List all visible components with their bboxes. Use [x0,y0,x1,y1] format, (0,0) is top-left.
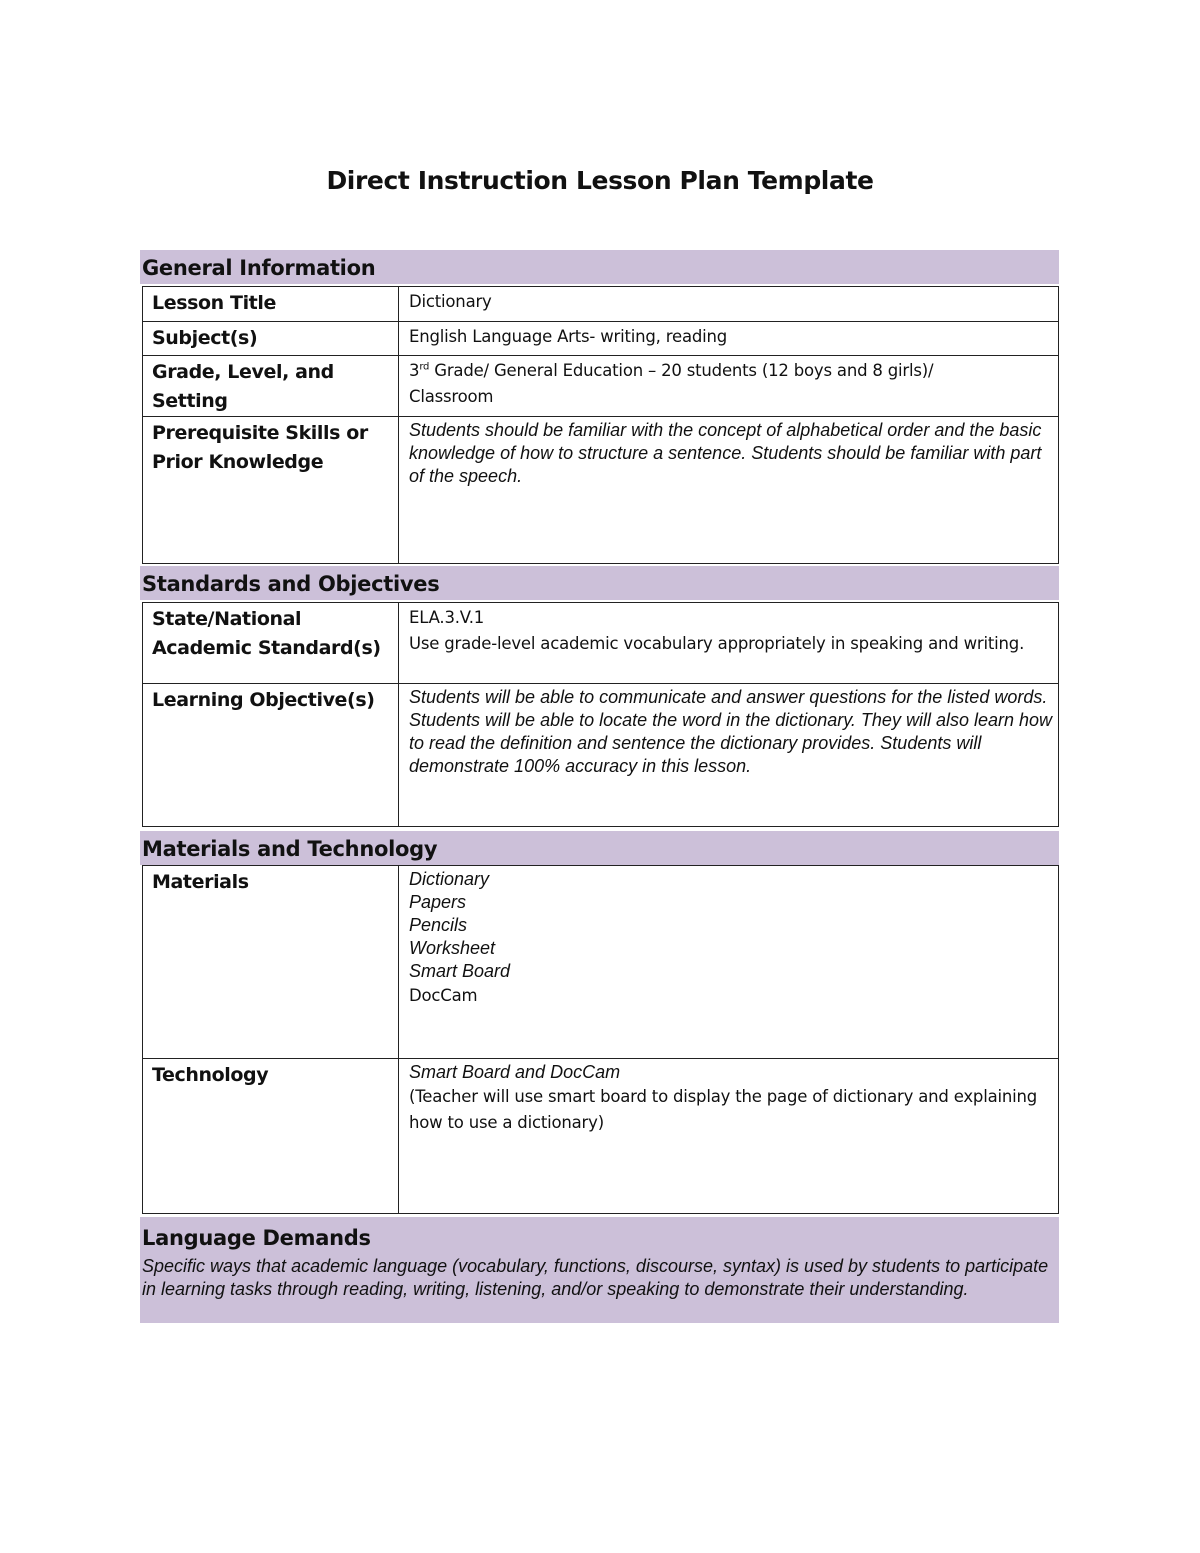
materials-technology-heading: Materials and Technology [140,831,1059,865]
standard-code: ELA.3.V.1 [409,608,485,627]
standards-objectives-heading: Standards and Objectives [140,566,1059,600]
materials-technology-table [142,865,1059,1214]
table-row [143,866,1059,1059]
list-item: Pencils [409,915,468,935]
table-row [143,356,1059,417]
grade-label: Grade, Level, and Setting [152,361,334,412]
standard-value [399,603,1058,657]
table-row [143,603,1059,684]
standard-label: State/National Academic Standard(s) [152,608,381,659]
standard-text: Use grade-level academic vocabulary appropriately in speaking and writing. [409,634,1025,653]
language-demands-description: Specific ways that academic language (vocabulary, functions, discourse, syntax) is used by students to participate in learning tasks through reading, writing, listening, and/or speaking to demonstrate their understanding. [142,1256,1049,1299]
table-row [143,684,1059,827]
general-information-heading: General Information [140,250,1059,284]
language-demands-box [140,1217,1059,1323]
list-item: Papers [409,892,467,912]
grade-value: 3rd Grade/ General Education – 20 students (12 boys and 8 girls)/ Classroom [409,361,934,406]
table-row [143,417,1059,564]
lesson-title-value: Dictionary [409,292,492,311]
general-information-table [142,286,1059,564]
materials-label: Materials [152,871,249,893]
language-demands-heading: Language Demands [142,1226,371,1250]
subject-value: English Language Arts- writing, reading [409,327,728,346]
objective-label: Learning Objective(s) [152,689,375,711]
standards-objectives-table [142,602,1059,827]
table-row [143,1059,1059,1214]
subject-label: Subject(s) [152,327,258,349]
lesson-title-label: Lesson Title [152,292,276,314]
prereq-value: Students should be familiar with the concept of alphabetical order and the basic knowledge of how to structure a sentence. Students should be familiar with part of the speech. [409,420,1042,486]
technology-value: Smart Board and DocCam (Teacher will use smart board to display the page of dictionary and explaining how to use a dictionary) [399,1059,1058,1136]
table-row [143,322,1059,356]
table-row [143,287,1059,322]
list-item: Worksheet [409,938,496,958]
list-item: Dictionary [409,869,490,889]
prereq-label: Prerequisite Skills or Prior Knowledge [152,422,368,473]
technology-note: (Teacher will use smart board to display the page of dictionary and explaining how to use a dictionary) [409,1087,1038,1132]
technology-label: Technology [152,1064,269,1086]
document-title: Direct Instruction Lesson Plan Template [326,166,874,195]
list-item: DocCam [409,986,478,1005]
objective-value: Students will be able to communicate and answer questions for the listed words. Students will be able to locate the word in the dictionary. They will also learn how to read the definition and sentence the dictionary provides. Students will demonstrate 100% accuracy in this lesson. [409,687,1053,776]
list-item: Smart Board [409,961,511,981]
materials-list [399,866,1058,1009]
